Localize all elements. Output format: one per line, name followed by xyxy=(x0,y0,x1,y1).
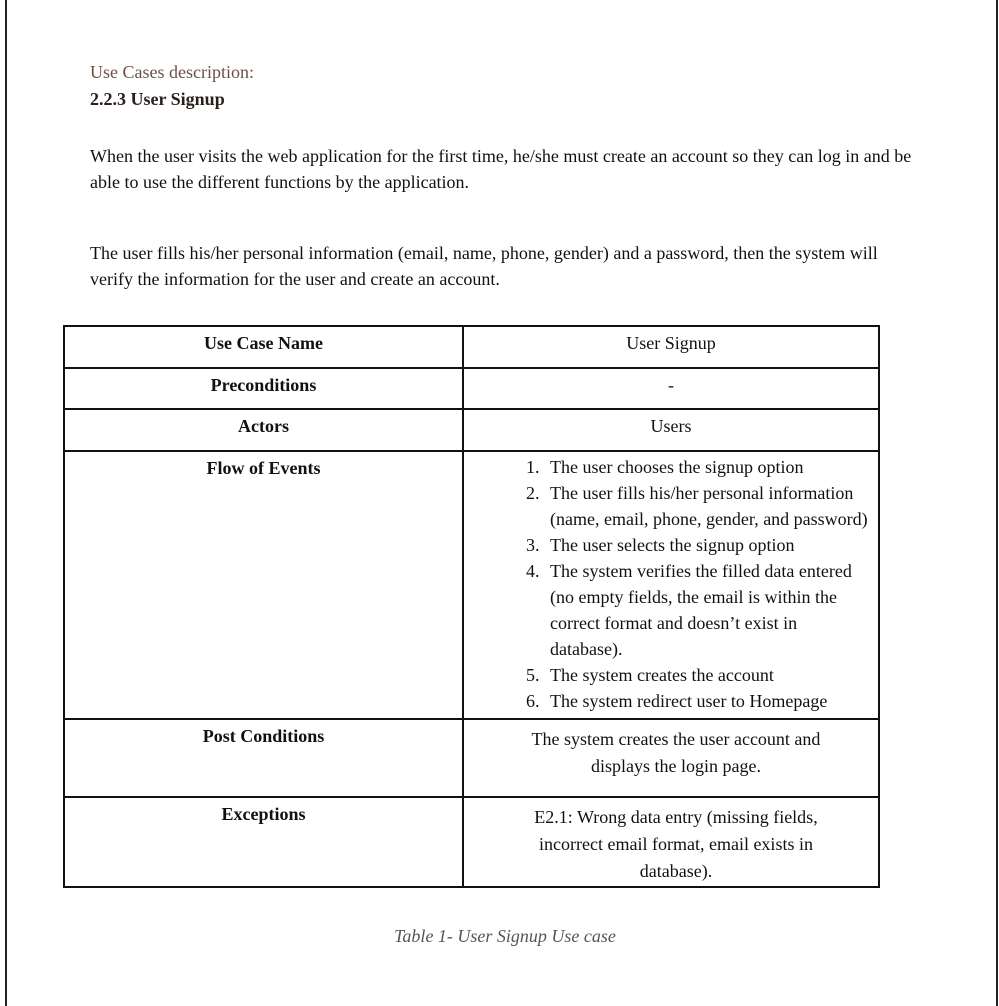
page-border-right xyxy=(996,0,998,1006)
table-row xyxy=(64,409,879,451)
flow-step: 4. The system verifies the filled data entered (no empty fields, the email is within the correct format and doesn’t exist in database). xyxy=(544,558,872,662)
flow-of-events-cell xyxy=(463,451,879,719)
section-label: Use Cases description: xyxy=(90,62,254,82)
flow-step: 3. The user selects the signup option xyxy=(544,532,872,558)
page-border-left xyxy=(5,0,7,1006)
row-key: Preconditions xyxy=(64,368,463,409)
row-value: E2.1: Wrong data entry (missing fields, incorrect email format, email exists in database). xyxy=(463,797,879,887)
table-row xyxy=(64,797,879,887)
table-row xyxy=(64,451,879,719)
table-row xyxy=(64,368,879,409)
use-case-table xyxy=(63,325,880,888)
intro-paragraph: When the user visits the web application for the first time, he/she must create an account so they can log in and be able to use the different functions by the application. xyxy=(90,146,912,192)
table-row xyxy=(64,719,879,797)
row-key: Actors xyxy=(64,409,463,451)
row-value: Users xyxy=(463,409,879,451)
flow-step: 2. The user fills his/her personal information (name, email, phone, gender, and password) xyxy=(544,480,872,532)
row-key: Flow of Events xyxy=(64,451,463,719)
row-value: User Signup xyxy=(463,326,879,368)
row-key: Exceptions xyxy=(64,797,463,887)
row-value: - xyxy=(463,368,879,409)
flow-steps-list xyxy=(464,454,872,714)
row-key: Use Case Name xyxy=(64,326,463,368)
section-heading: 2.2.3 User Signup xyxy=(90,89,225,109)
row-key: Post Conditions xyxy=(64,719,463,797)
table-row xyxy=(64,326,879,368)
flow-step: 5. The system creates the account xyxy=(544,662,872,688)
table-caption: Table 1- User Signup Use case xyxy=(394,926,616,946)
description-paragraph: The user fills his/her personal information (email, name, phone, gender) and a password, then the system will verify the information for the user and create an account. xyxy=(90,243,878,289)
row-value: The system creates the user account and displays the login page. xyxy=(463,719,879,797)
flow-step: 1. The user chooses the signup option xyxy=(544,454,872,480)
flow-step: 6. The system redirect user to Homepage xyxy=(544,688,872,714)
